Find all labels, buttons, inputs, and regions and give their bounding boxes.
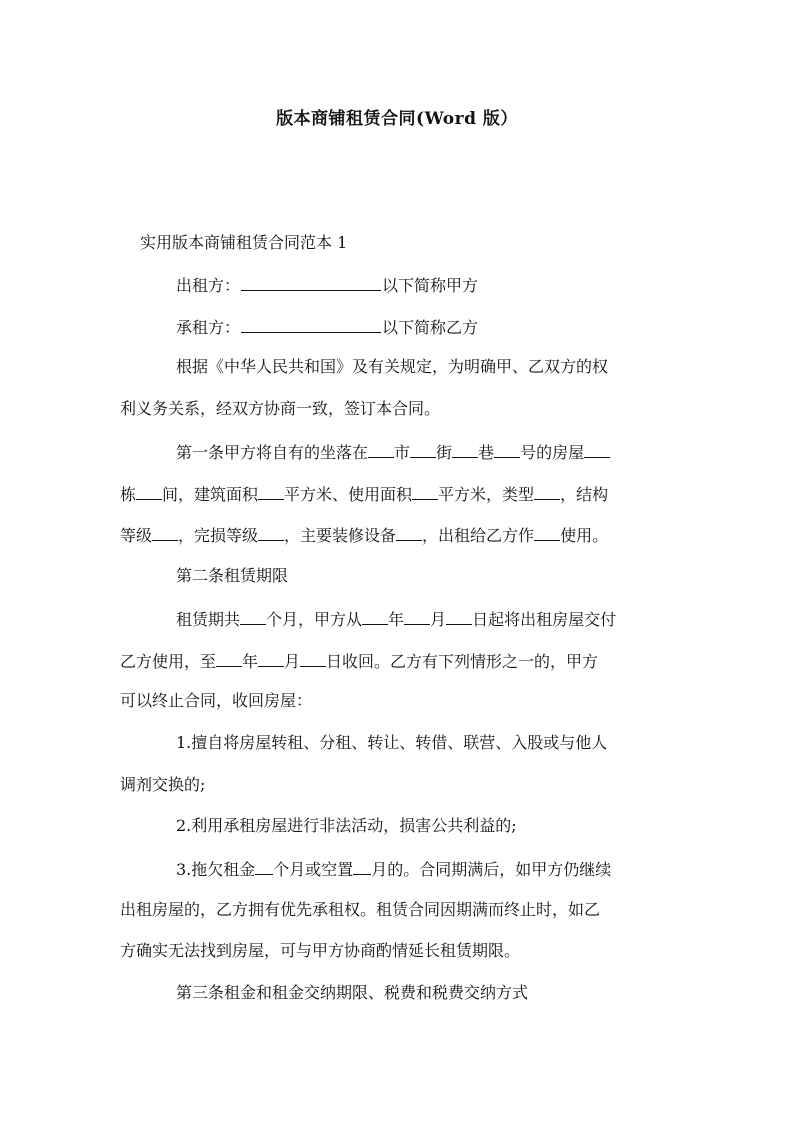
text-segment: ，出租给乙方作 bbox=[422, 526, 535, 545]
lessor-suffix: 以下简称甲方 bbox=[382, 276, 479, 295]
text-segment: 等级 bbox=[120, 526, 153, 545]
fill-blank bbox=[258, 524, 284, 541]
article-2-heading: 第二条租赁期限 bbox=[176, 566, 289, 585]
item-3-line-2: 出租房屋的，乙方拥有优先承租权。租赁合同因期满而终止时，如乙 bbox=[120, 900, 601, 919]
text-segment: 个月，甲方从 bbox=[266, 610, 363, 629]
text-segment: 使用。 bbox=[560, 526, 609, 545]
lessee-suffix: 以下简称乙方 bbox=[382, 318, 479, 337]
article-2-line-1 bbox=[176, 608, 616, 630]
article-3-heading: 第三条租金和租金交纳期限、税费和税费交纳方式 bbox=[176, 983, 529, 1002]
item-3-line-1 bbox=[176, 858, 611, 880]
text-segment: 3.拖欠租金 bbox=[176, 860, 256, 879]
text-segment: 日起将出租房屋交付 bbox=[472, 610, 617, 629]
subtitle: 实用版本商铺租赁合同范本 1 bbox=[140, 233, 348, 252]
lessee-blank bbox=[241, 316, 381, 333]
fill-blank bbox=[240, 608, 266, 625]
fill-blank bbox=[452, 441, 478, 458]
fill-blank bbox=[446, 608, 472, 625]
fill-blank bbox=[412, 483, 438, 500]
article-1-line-1 bbox=[176, 441, 610, 463]
paragraph-line: 利义务关系，经双方协商一致，签订本合同。 bbox=[120, 399, 441, 418]
fill-blank bbox=[353, 858, 371, 875]
lessor-blank bbox=[241, 274, 381, 291]
text-segment: 年 bbox=[242, 652, 259, 671]
lessor-line bbox=[176, 274, 478, 296]
fill-blank bbox=[152, 524, 178, 541]
fill-blank bbox=[494, 441, 520, 458]
text-segment: 间，建筑面积 bbox=[162, 485, 259, 504]
text-segment: 租赁期共 bbox=[176, 610, 241, 629]
lessee-line bbox=[176, 316, 478, 338]
document-title: 版本商铺租赁合同(Word 版） bbox=[276, 109, 518, 129]
text-segment: 号的房屋 bbox=[520, 443, 585, 462]
text-segment: 乙方使用，至 bbox=[120, 652, 217, 671]
fill-blank bbox=[534, 483, 560, 500]
fill-blank bbox=[534, 524, 560, 541]
fill-blank bbox=[404, 608, 430, 625]
text-segment: 平方米，类型 bbox=[438, 485, 535, 504]
article-2-line-2 bbox=[120, 650, 598, 672]
paragraph-line: 根据《中华人民共和国》及有关规定，为明确甲、乙双方的权 bbox=[176, 357, 609, 376]
text-segment: 市 bbox=[394, 443, 411, 462]
text-segment: 个月或空置 bbox=[273, 860, 354, 879]
item-1-line-2: 调剂交换的; bbox=[120, 775, 206, 794]
article-2-line-3: 可以终止合同，收回房屋： bbox=[120, 691, 313, 710]
text-segment: ，结构 bbox=[560, 485, 609, 504]
text-segment: 街 bbox=[436, 443, 453, 462]
item-2: 2.利用承租房屋进行非法活动，损害公共利益的; bbox=[176, 816, 517, 835]
text-segment: ，主要装修设备 bbox=[284, 526, 397, 545]
text-segment: 日收回。乙方有下列情形之一的，甲方 bbox=[326, 652, 599, 671]
item-1-line-1: 1.擅自将房屋转租、分租、转让、转借、联营、入股或与他人 bbox=[176, 733, 608, 752]
text-segment: 平方米、使用面积 bbox=[284, 485, 413, 504]
text-segment: 年 bbox=[388, 610, 405, 629]
item-3-line-3: 方确实无法找到房屋，可与甲方协商酌情延长租赁期限。 bbox=[120, 941, 521, 960]
fill-blank bbox=[258, 483, 284, 500]
text-segment: 巷 bbox=[478, 443, 495, 462]
fill-blank bbox=[258, 650, 284, 667]
text-segment: 月的。合同期满后，如甲方仍继续 bbox=[371, 860, 612, 879]
fill-blank bbox=[255, 858, 273, 875]
lessee-label: 承租方： bbox=[176, 318, 241, 337]
text-segment: ，完损等级 bbox=[178, 526, 259, 545]
text-segment: 月 bbox=[284, 652, 301, 671]
text-segment: 月 bbox=[430, 610, 447, 629]
article-1-line-3 bbox=[120, 524, 608, 546]
article-1-line-2 bbox=[120, 483, 608, 505]
fill-blank bbox=[584, 441, 610, 458]
fill-blank bbox=[396, 524, 422, 541]
fill-blank bbox=[410, 441, 436, 458]
fill-blank bbox=[300, 650, 326, 667]
text-segment: 第一条甲方将自有的坐落在 bbox=[176, 443, 369, 462]
lessor-label: 出租方： bbox=[176, 276, 241, 295]
fill-blank bbox=[368, 441, 394, 458]
fill-blank bbox=[136, 483, 162, 500]
fill-blank bbox=[216, 650, 242, 667]
text-segment: 栋 bbox=[120, 485, 137, 504]
fill-blank bbox=[362, 608, 388, 625]
